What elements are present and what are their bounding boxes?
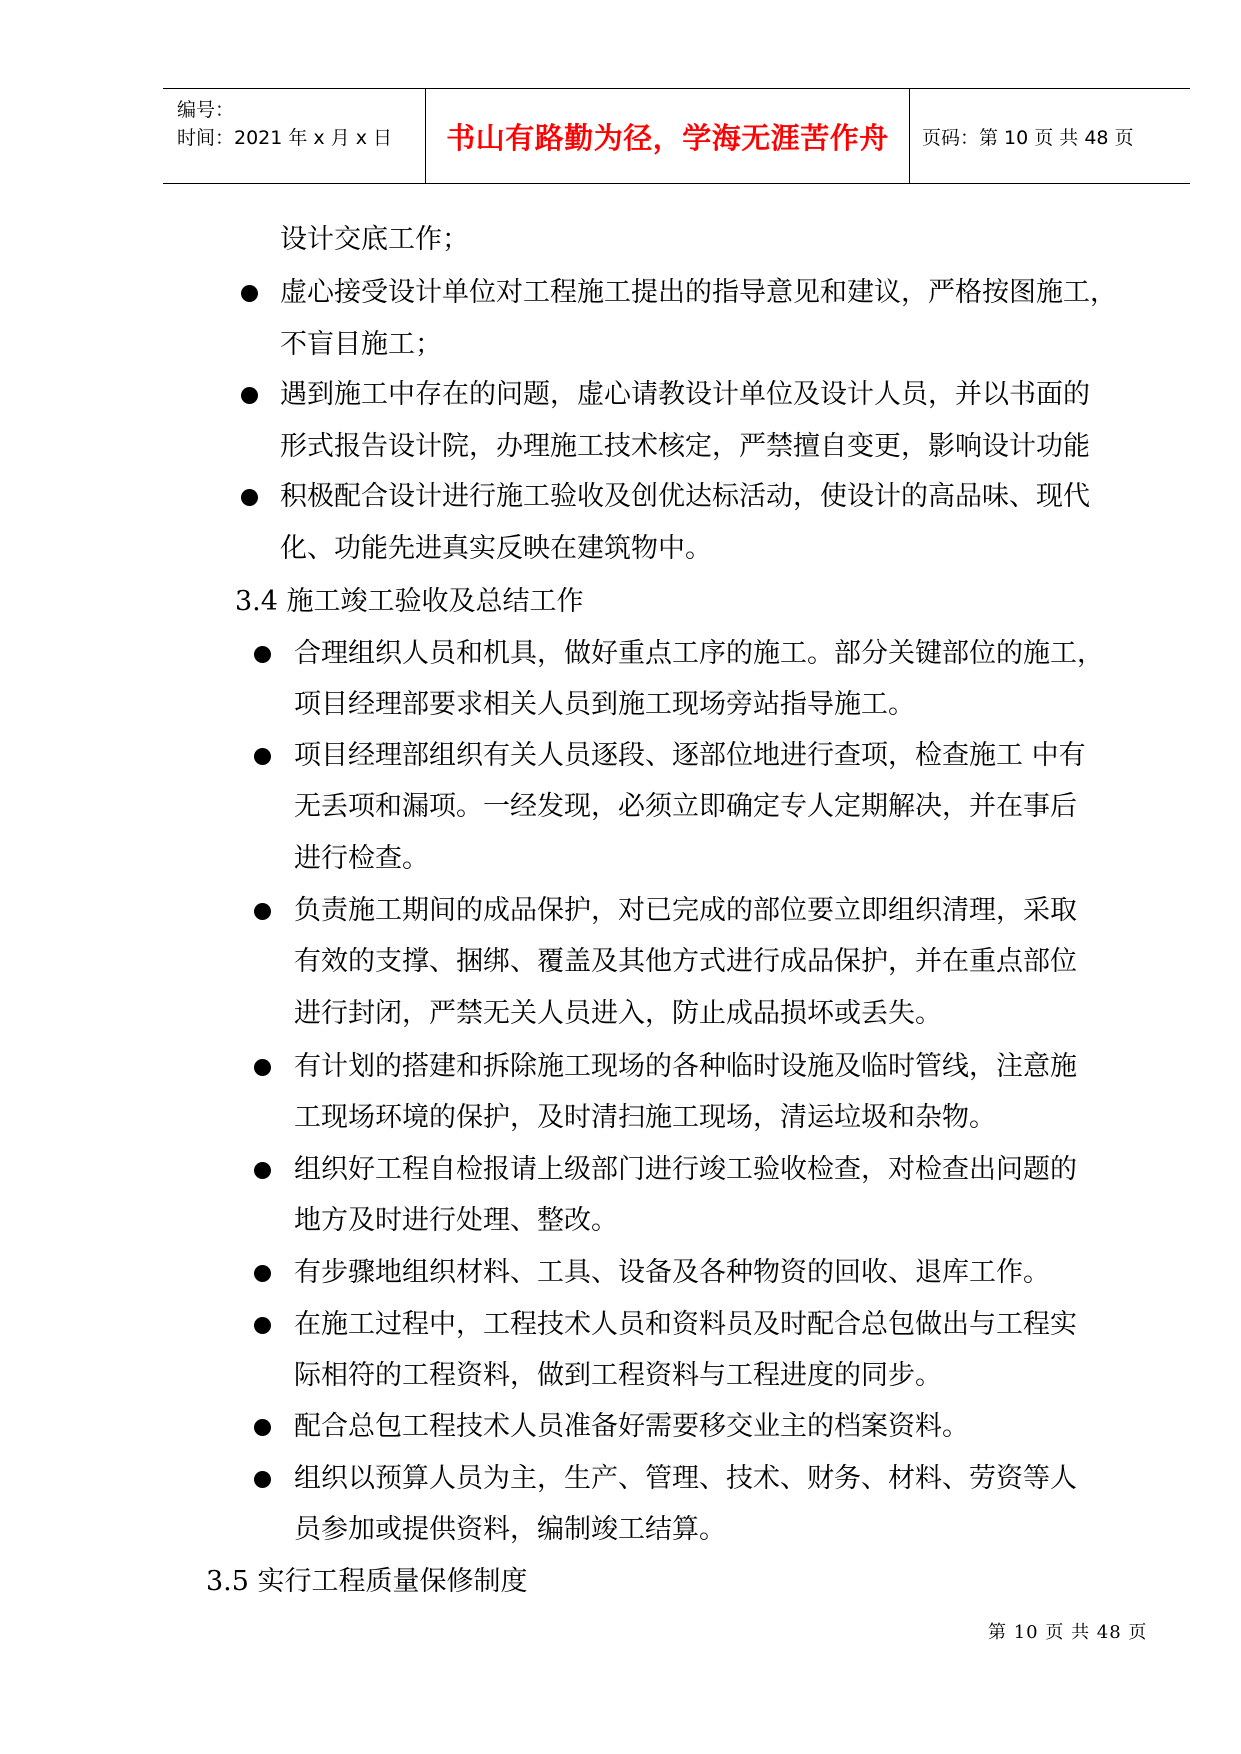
section-heading-3-5: 3.5 实行工程质量保修制度 <box>206 1566 528 1597</box>
bullet-item-text: 配合总包工程技术人员准备好需要移交业主的档案资料。 <box>294 1411 969 1442</box>
bullet-icon <box>254 1059 271 1076</box>
text-line: 不盲目施工； <box>280 329 442 360</box>
page-footer-number: 第 10 页 共 48 页 <box>988 1622 1148 1643</box>
bullet-icon <box>241 285 258 302</box>
text-line: 无丢项和漏项。一经发现，必须立即确定专人定期解决，并在事后 <box>294 791 1077 822</box>
text-line: 有效的支撑、捆绑、覆盖及其他方式进行成品保护，并在重点部位 <box>294 946 1077 977</box>
text-line: 地方及时进行处理、整改。 <box>294 1205 618 1236</box>
bullet-icon <box>254 1419 271 1436</box>
bullet-item-text: 组织以预算人员为主，生产、管理、技术、财务、材料、劳资等人 <box>294 1463 1077 1494</box>
bullet-item-text: 负责施工期间的成品保护，对已完成的部位要立即组织清理，采取 <box>294 895 1077 926</box>
page-header <box>163 88 1190 184</box>
text-line: 设计交底工作； <box>280 224 469 255</box>
bullet-icon <box>241 387 258 404</box>
bullet-item-text: 积极配合设计进行施工验收及创优达标活动，使设计的高品味、现代 <box>280 481 1090 512</box>
bullet-icon <box>254 903 271 920</box>
document-date-label: 时间：2021 年 x 月 x 日 <box>177 127 393 149</box>
text-line: 形式报告设计院，办理施工技术核定，严禁擅自变更，影响设计功能 <box>280 431 1090 462</box>
bullet-icon <box>254 1471 271 1488</box>
header-page-code: 页码：第 10 页 共 48 页 <box>922 126 1134 149</box>
bullet-icon <box>254 1265 271 1282</box>
text-line: 进行检查。 <box>294 843 429 874</box>
bullet-item-text: 在施工过程中，工程技术人员和资料员及时配合总包做出与工程实 <box>294 1309 1077 1340</box>
bullet-icon <box>241 489 258 506</box>
header-motto-cell <box>426 89 910 183</box>
bullet-item-text: 合理组织人员和机具，做好重点工序的施工。部分关键部位的施工， <box>294 638 1104 669</box>
bullet-item-text: 有步骤地组织材料、工具、设备及各种物资的回收、退库工作。 <box>294 1257 1050 1288</box>
bullet-icon <box>254 1317 271 1334</box>
text-line: 进行封闭，严禁无关人员进入，防止成品损坏或丢失。 <box>294 998 942 1029</box>
bullet-item-text: 有计划的搭建和拆除施工现场的各种临时设施及临时管线，注意施 <box>294 1051 1077 1082</box>
text-line: 员参加或提供资料，编制竣工结算。 <box>294 1514 726 1545</box>
bullet-item-text: 项目经理部组织有关人员逐段、逐部位地进行查项，检查施工 中有 <box>294 740 1086 771</box>
header-page-cell <box>910 89 1190 183</box>
bullet-icon <box>254 1162 271 1179</box>
text-line: 项目经理部要求相关人员到施工现场旁站指导施工。 <box>294 689 915 720</box>
document-number-label: 编号： <box>177 99 235 121</box>
bullet-icon <box>254 646 271 663</box>
bullet-icon <box>254 748 271 765</box>
section-heading-3-4: 3.4 施工竣工验收及总结工作 <box>235 586 584 617</box>
text-line: 化、功能先进真实反映在建筑物中。 <box>280 533 712 564</box>
header-info-cell <box>163 89 426 183</box>
bullet-item-text: 遇到施工中存在的问题，虚心请教设计单位及设计人员，并以书面的 <box>280 379 1090 410</box>
header-motto: 书山有路勤为径，学海无涯苦作舟 <box>446 120 889 155</box>
text-line: 工现场环境的保护，及时清扫施工现场，清运垃圾和杂物。 <box>294 1102 996 1133</box>
text-line: 际相符的工程资料，做到工程资料与工程进度的同步。 <box>294 1360 942 1391</box>
bullet-item-text: 组织好工程自检报请上级部门进行竣工验收检查，对检查出问题的 <box>294 1154 1077 1185</box>
bullet-item-text: 虚心接受设计单位对工程施工提出的指导意见和建议，严格按图施工， <box>280 277 1117 308</box>
